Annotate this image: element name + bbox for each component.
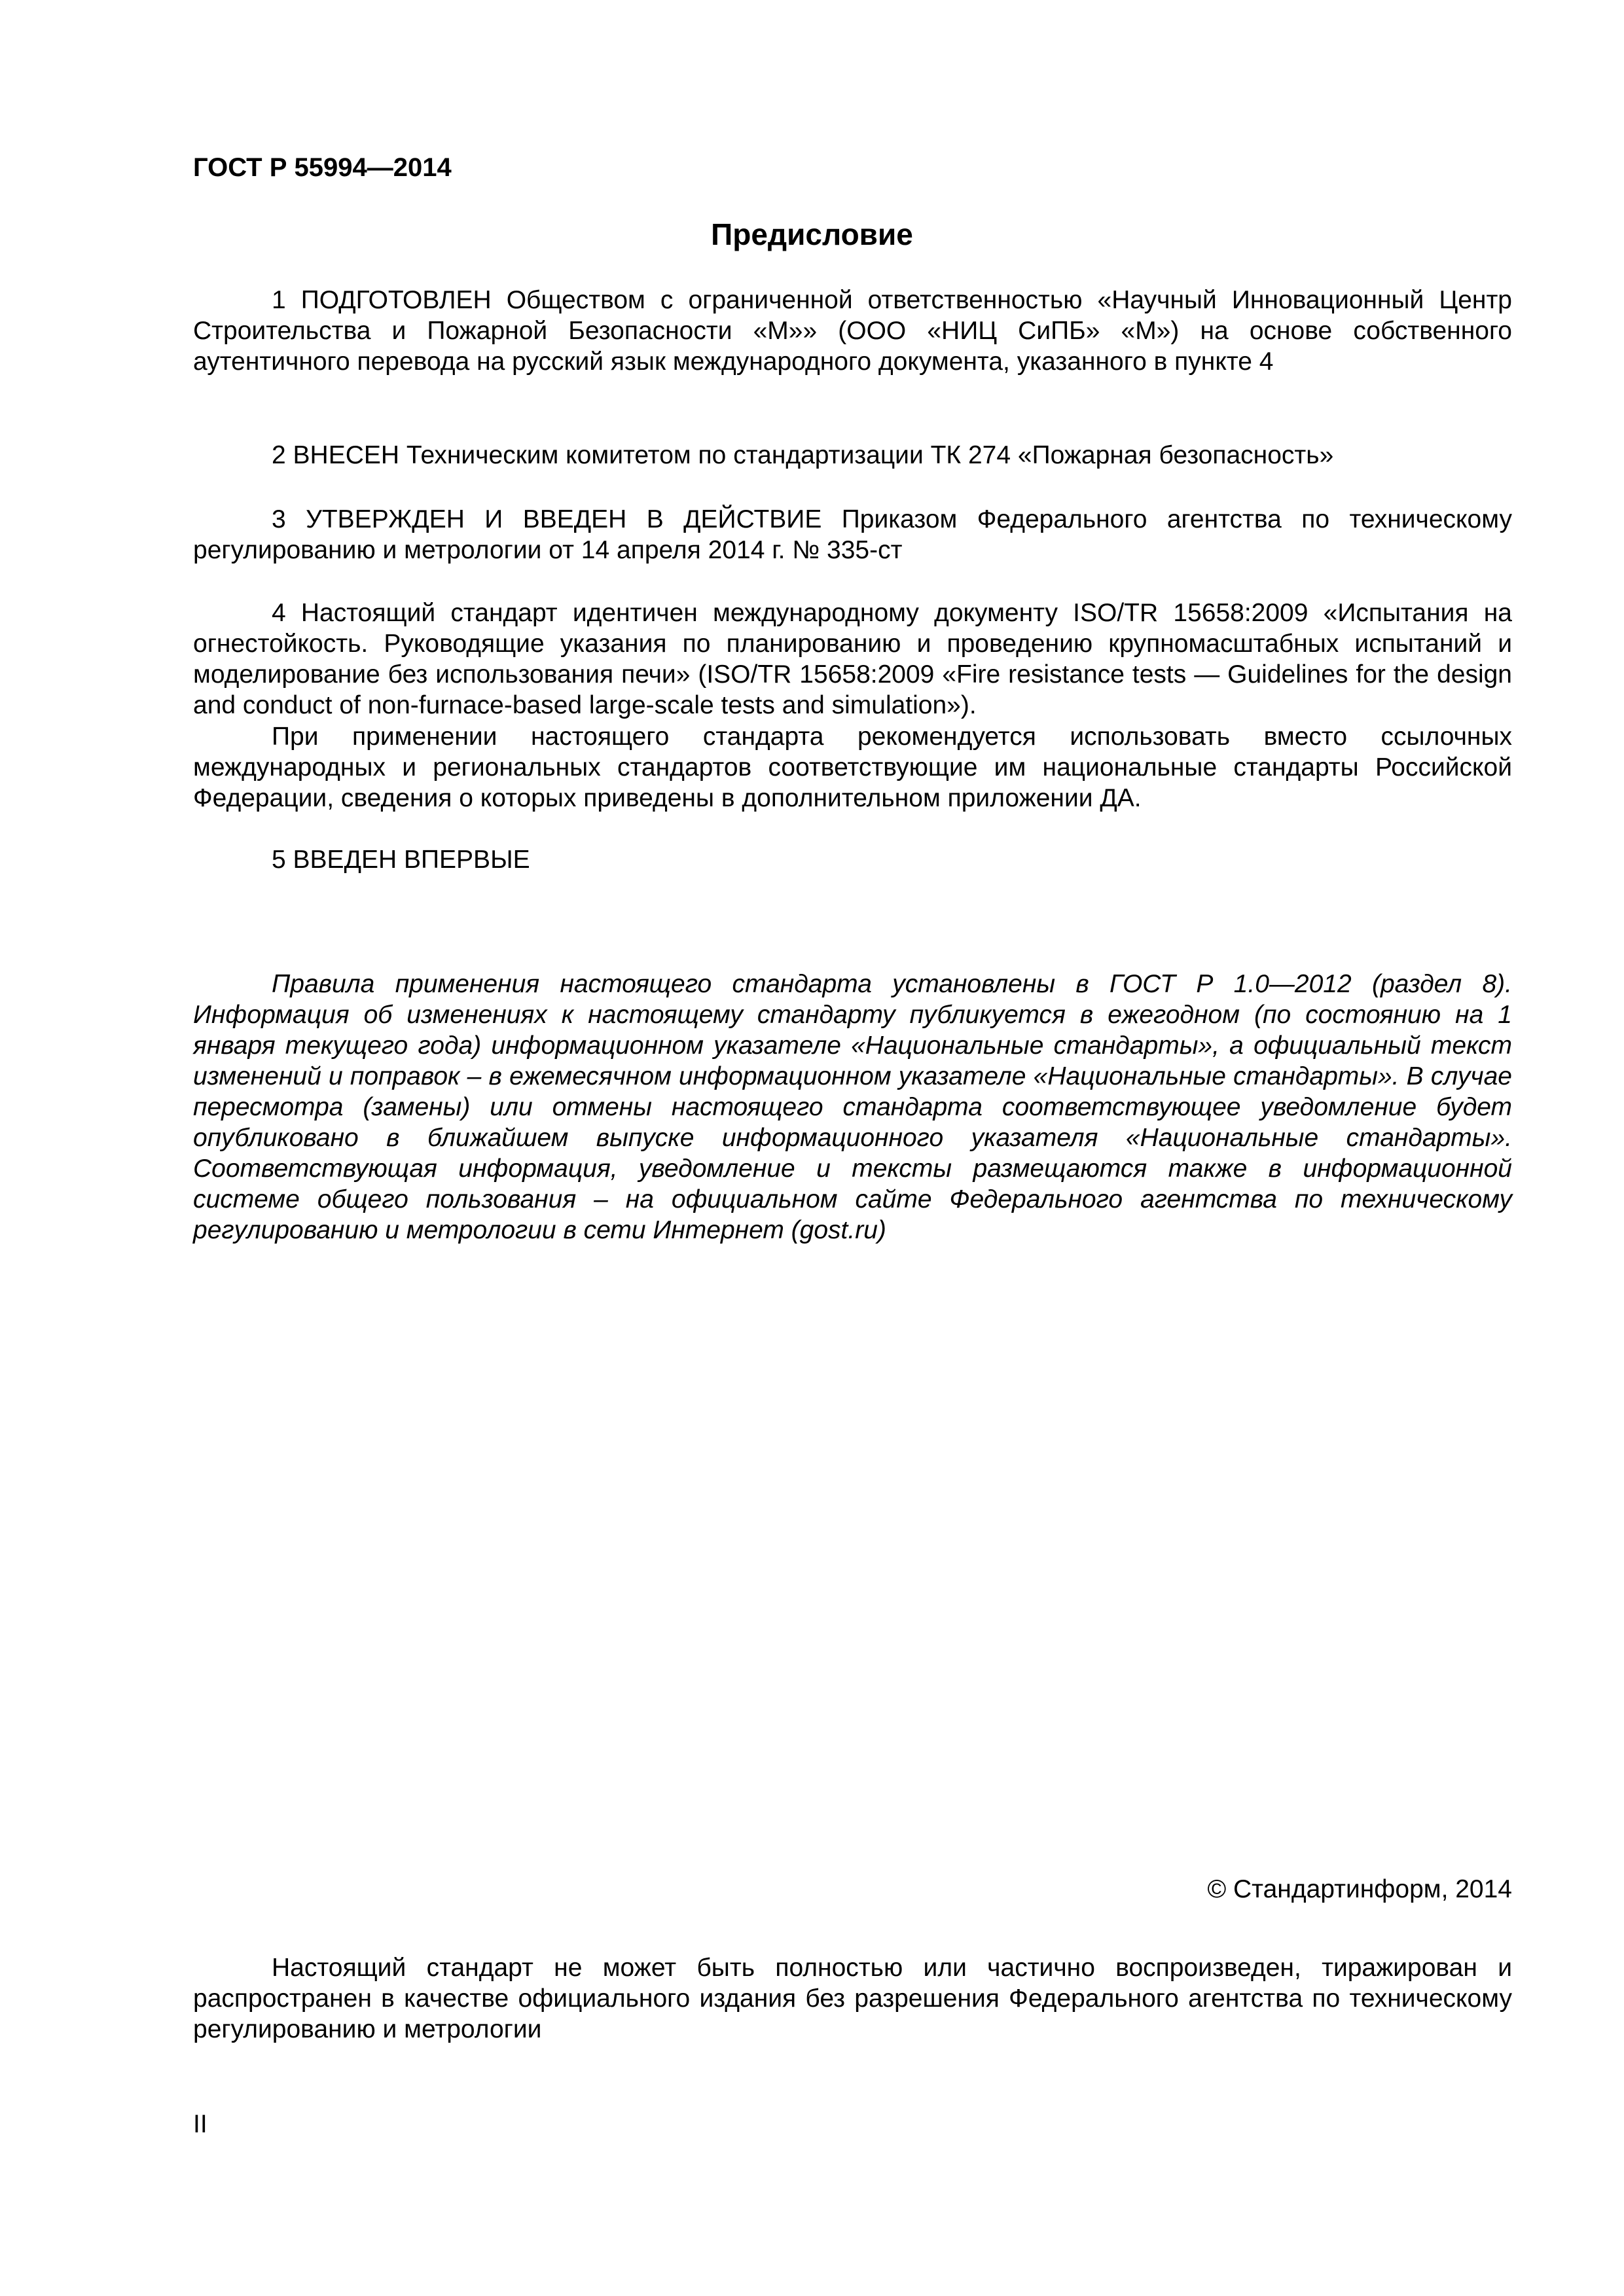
document-code: ГОСТ Р 55994—2014 <box>193 153 452 182</box>
reproduction-notice: Настоящий стандарт не может быть полностью или частично воспроизведен, тиражирован и распространен в качестве официального издания без разрешения Федерального агентства по техническому регулированию и метрологии <box>193 1954 1512 2043</box>
copyright-line: © Стандартинформ, 2014 <box>1207 1875 1512 1903</box>
foreword-item-4: 4 Настоящий стандарт идентичен международному документу ISO/TR 15658:2009 «Испытания на огнестойкость. Руководящие указания по планированию и проведению крупномасштабных испытаний и моделирование без использования печи» (ISO/TR 15658:2009 «Fire resistance tests — Guidelines for the design and conduct of non-furnace-based large-scale tests and simulation»). <box>193 599 1512 719</box>
foreword-item-2: 2 ВНЕСЕН Техническим комитетом по стандартизации ТК 274 «Пожарная безопасность» <box>272 441 1334 469</box>
foreword-item-1: 1 ПОДГОТОВЛЕН Обществом с ограниченной ответственностью «Научный Инновационный Центр Строительства и Пожарной Безопасности «М»» (ООО «НИЦ СиПБ» «М») на основе собственного аутентичного перевода на русский язык международного документа, указанного в пункте 4 <box>193 286 1512 376</box>
page-title: Предисловие <box>711 217 913 251</box>
application-rules-notice: Правила применения настоящего стандарта установлены в ГОСТ Р 1.0—2012 (раздел 8). Информация об изменениях к настоящему стандарту публикуется в ежегодном (по состоянию на 1 января текущего года) информационном указателе «Национальные стандарты», а официальный текст изменений и поправок – в ежемесячном информационном указателе «Национальные стандарты». В случае пересмотра (замены) или отмены настоящего стандарта соответствующее уведомление будет опубликовано в ближайшем выпуске информационного указателя «Национальные стандарты». Соответствующая информация, уведомление и тексты размещаются также в информационной системе общего пользования – на официальном сайте Федерального агентства по техническому регулированию и метрологии в сети Интернет (gost.ru) <box>193 970 1512 1244</box>
page-number: II <box>193 2110 208 2138</box>
foreword-item-3: 3 УТВЕРЖДЕН И ВВЕДЕН В ДЕЙСТВИЕ Приказом Федерального агентства по техническому регулированию и метрологии от 14 апреля 2014 г. № 335-ст <box>193 505 1512 564</box>
foreword-item-4-note: При применении настоящего стандарта рекомендуется использовать вместо ссылочных международных и региональных стандартов соответствующие им национальные стандарты Российской Федерации, сведения о которых приведены в дополнительном приложении ДА. <box>193 723 1512 812</box>
foreword-item-5: 5 ВВЕДЕН ВПЕРВЫЕ <box>272 846 530 874</box>
